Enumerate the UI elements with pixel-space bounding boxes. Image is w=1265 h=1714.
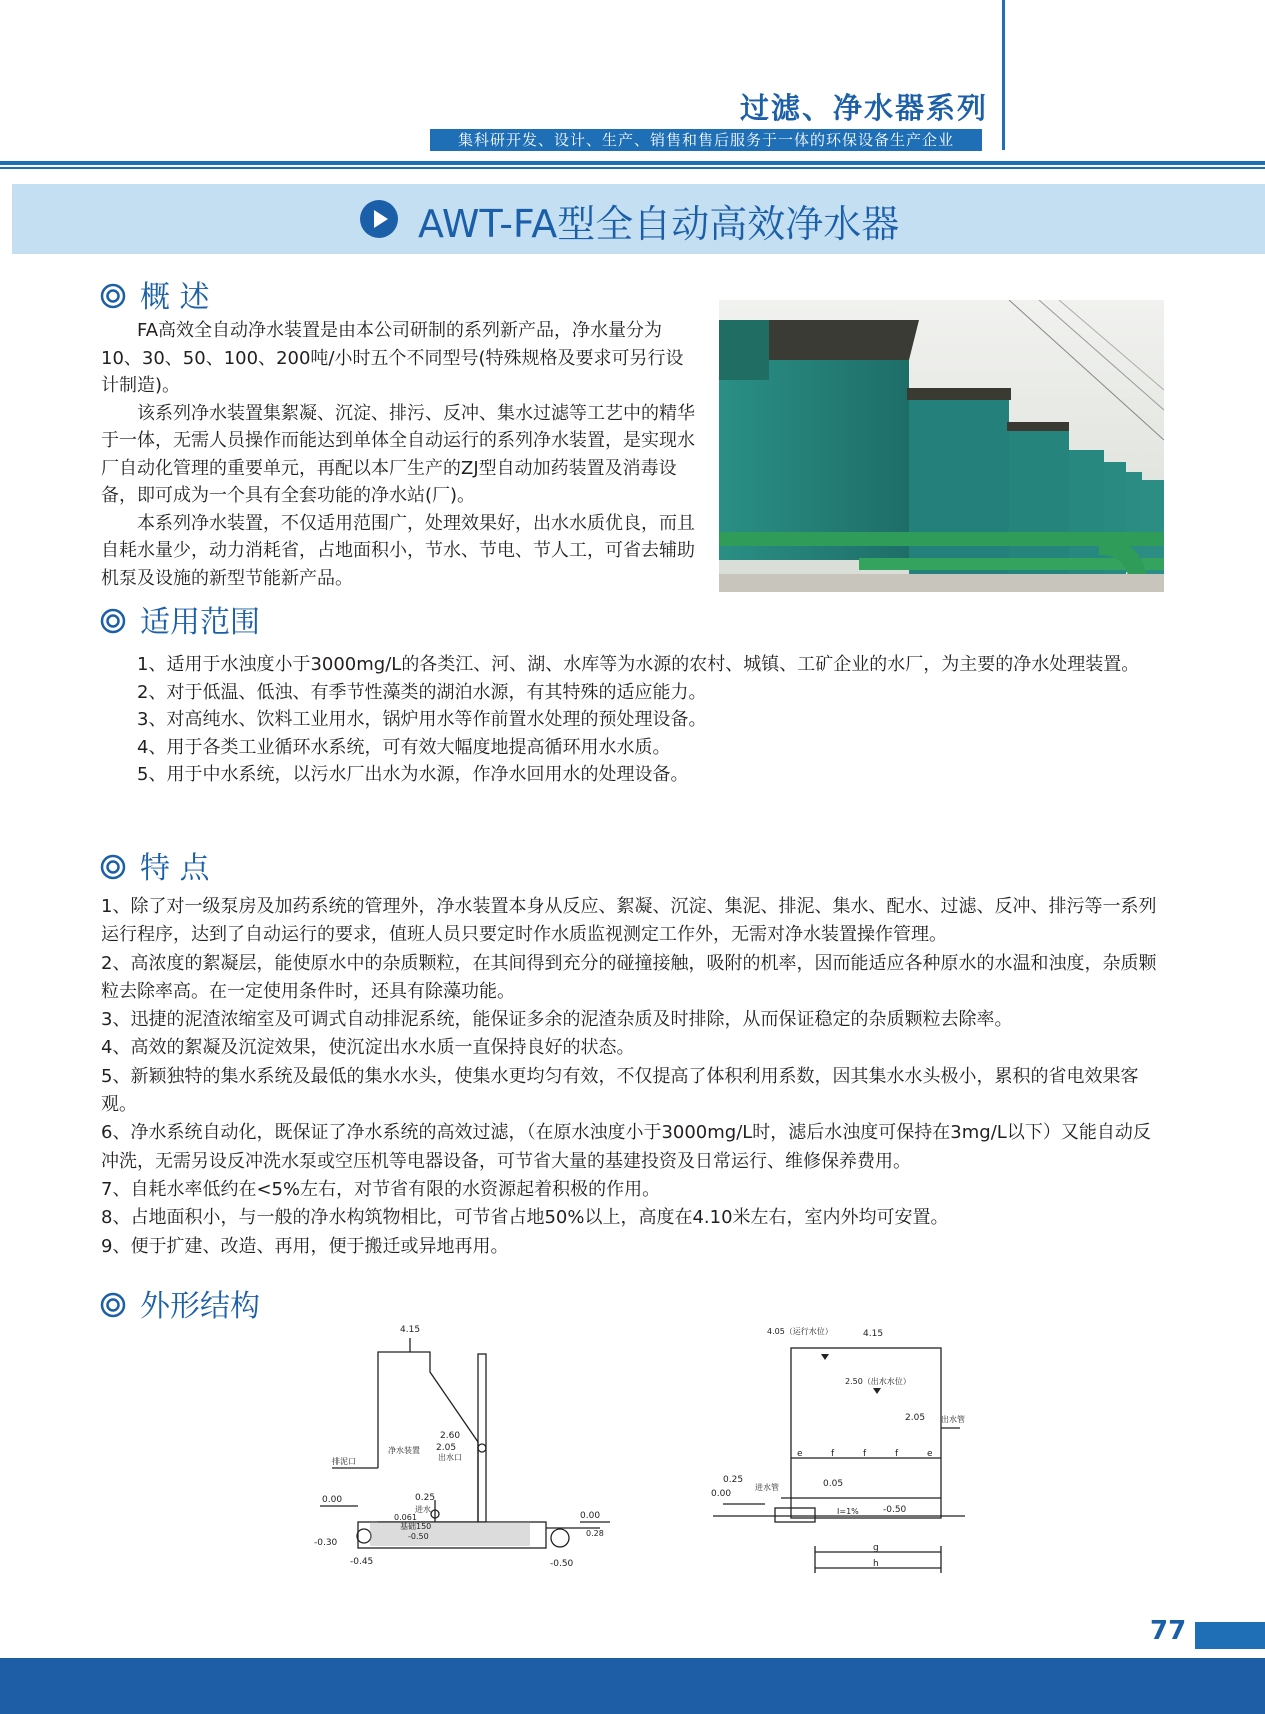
structure-drawing-section-view bbox=[705, 1318, 990, 1578]
diagram-label: 净水装置 bbox=[388, 1446, 420, 1455]
dim-label: 0.061 bbox=[394, 1513, 417, 1522]
dim-label: 0.00 bbox=[322, 1495, 343, 1505]
page-number-bar bbox=[1195, 1622, 1265, 1649]
section-heading-scope bbox=[100, 597, 260, 641]
feature-item: 5、新颖独特的集水系统及最低的集水水头，使集水更均匀有效，不仅提高了体积利用系数，因其集水水头极小，累积的省电效果客观。 bbox=[101, 1065, 1139, 1116]
scope-item: 4、用于各类工业循环水系统，可有效大幅度地提高循环用水水质。 bbox=[137, 736, 671, 758]
feature-item: 4、高效的絮凝及沉淀效果，使沉淀出水水质一直保持良好的状态。 bbox=[101, 1037, 635, 1059]
dim-label: 0.05 bbox=[823, 1479, 844, 1489]
scope-list bbox=[101, 651, 1166, 789]
section-title: 外形结构 bbox=[140, 1289, 260, 1324]
dim-label: 4.15 bbox=[863, 1329, 884, 1339]
section-title: 概 述 bbox=[140, 280, 210, 315]
play-circle-icon bbox=[360, 200, 398, 238]
scope-item: 2、对于低温、低浊、有季节性藻类的湖泊水源，有其特殊的适应能力。 bbox=[137, 681, 707, 703]
diagram-label: 进水管 bbox=[755, 1483, 779, 1492]
double-circle-icon bbox=[100, 1292, 126, 1318]
double-circle-icon bbox=[100, 854, 126, 880]
section-title: 适用范围 bbox=[140, 605, 260, 640]
dim-label: g bbox=[873, 1543, 879, 1553]
title-banner bbox=[12, 184, 1265, 254]
structure-drawing-side-view bbox=[310, 1318, 630, 1583]
header-divider bbox=[0, 161, 1265, 165]
dim-label: 2.60 bbox=[440, 1431, 461, 1441]
section-heading-overview bbox=[100, 272, 210, 316]
section-heading-features bbox=[100, 843, 210, 887]
overview-paragraph: 本系列净水装置，不仅适用范围广，处理效果好，出水水质优良，而且自耗水量少，动力消耗省，占地面积小，节水、节电、节人工，可省去辅助机泵及设施的新型节能新产品。 bbox=[101, 512, 695, 589]
diagram-label: f bbox=[863, 1449, 867, 1459]
feature-item: 2、高浓度的絮凝层，能使原水中的杂质颗粒，在其间得到充分的碰撞接触，吸附的机率，因而能适应各种原水的水温和浊度，杂质颗粒去除率高。在一定使用条件时，还具有除藻功能。 bbox=[101, 952, 1157, 1002]
double-circle-icon bbox=[100, 283, 126, 309]
dim-label: h bbox=[873, 1559, 879, 1569]
double-circle-icon bbox=[100, 608, 126, 634]
dim-label: 4.05（运行水位） bbox=[767, 1327, 833, 1336]
dim-label: 2.05 bbox=[905, 1413, 926, 1423]
features-list bbox=[101, 893, 1166, 1261]
dim-label: 0.25 bbox=[723, 1475, 744, 1485]
feature-item: 8、占地面积小，与一般的净水构筑物相比，可节省占地50%以上，高度在4.10米左右，室内外均可安置。 bbox=[101, 1207, 949, 1229]
scope-item: 5、用于中水系统，以污水厂出水为水源，作净水回用水的处理设备。 bbox=[137, 764, 689, 785]
diagram-label: 基础150 bbox=[400, 1522, 432, 1531]
product-title: AWT-FA型全自动高效净水器 bbox=[418, 202, 900, 246]
feature-item: 1、除了对一级泵房及加药系统的管理外，净水装置本身从反应、絮凝、沉淀、集泥、排泥、集水、配水、过滤、反冲、排污等一系列运行程序，达到了自动运行的要求，值班人员只要定时作水质监视测定工作外，无需对净水装置操作管理。 bbox=[101, 896, 1157, 946]
diagram-label: f bbox=[831, 1449, 835, 1459]
scope-item: 3、对高纯水、饮料工业用水，锅炉用水等作前置水处理的预处理设备。 bbox=[137, 709, 707, 730]
dim-label: -0.50 bbox=[408, 1532, 429, 1541]
feature-item: 6、净水系统自动化，既保证了净水系统的高效过滤，（在原水浊度小于3000mg/L时，滤后水浊度可保持在3mg/L以下）又能自动反冲洗，无需另设反冲洗水泵或空压机等电器设备，可节省大量的基建投资及日常运行、维修保养费用。 bbox=[101, 1122, 1151, 1172]
diagram-label: f bbox=[895, 1449, 899, 1459]
feature-item: 9、便于扩建、改造、再用，便于搬迁或异地再用。 bbox=[101, 1235, 509, 1257]
dim-label: -0.50 bbox=[550, 1559, 574, 1569]
feature-item: 7、自耗水率低约在<5%左右，对节省有限的水资源起着积极的作用。 bbox=[101, 1178, 661, 1200]
diagram-label: 出水管 bbox=[941, 1415, 965, 1424]
dim-label: -0.30 bbox=[314, 1538, 338, 1548]
overview-text bbox=[101, 317, 701, 592]
diagram-label: 进水 bbox=[415, 1505, 431, 1514]
diagram-label: e bbox=[797, 1449, 803, 1459]
dim-label: 0.00 bbox=[711, 1489, 732, 1499]
section-title: 特 点 bbox=[140, 851, 210, 886]
feature-item: 3、迅捷的泥渣浓缩室及可调式自动排泥系统，能保证多余的泥渣杂质及时排除，从而保证稳定的杂质颗粒去除率。 bbox=[101, 1009, 1013, 1031]
header-divider-thin bbox=[0, 167, 1265, 169]
dim-label: -0.50 bbox=[883, 1505, 907, 1515]
diagram-label: 排泥口 bbox=[332, 1457, 356, 1466]
series-subtitle: 集科研开发、设计、生产、销售和售后服务于一体的环保设备生产企业 bbox=[430, 129, 982, 151]
overview-paragraph: 该系列净水装置集絮凝、沉淀、排污、反冲、集水过滤等工艺中的精华于一体，无需人员操作而能达到单体全自动运行的系列净水装置，是实现水厂自动化管理的重要单元，再配以本厂生产的ZJ型自动加药装置及消毒设备，即可成为一个具有全套功能的净水站(厂)。 bbox=[101, 402, 695, 506]
dim-label: 4.15 bbox=[400, 1325, 421, 1335]
diagram-label: 出水口 bbox=[438, 1453, 462, 1462]
dim-label: -0.45 bbox=[350, 1557, 374, 1567]
dim-label: 0.00 bbox=[580, 1511, 601, 1521]
dim-label: I=1% bbox=[837, 1507, 859, 1516]
dim-label: 2.50（出水水位） bbox=[845, 1377, 911, 1386]
dim-label: 2.05 bbox=[436, 1443, 457, 1453]
overview-paragraph: FA高效全自动净水装置是由本公司研制的系列新产品，净水量分为10、30、50、100、200吨/小时五个不同型号(特殊规格及要求可另行设计制造)。 bbox=[101, 320, 684, 396]
product-photo bbox=[719, 300, 1164, 592]
diagram-label: e bbox=[927, 1449, 933, 1459]
page-number: 77 bbox=[1150, 1616, 1187, 1646]
header-vertical-rule bbox=[1002, 0, 1005, 150]
footer-band bbox=[0, 1658, 1265, 1714]
scope-item: 1、适用于水浊度小于3000mg/L的各类江、河、湖、水库等为水源的农村、城镇、工矿企业的水厂，为主要的净水处理装置。 bbox=[137, 654, 1140, 675]
dim-label: 0.25 bbox=[415, 1493, 436, 1503]
dim-label: 0.28 bbox=[586, 1529, 604, 1538]
section-heading-structure bbox=[100, 1281, 260, 1325]
series-title: 过滤、净水器系列 bbox=[739, 91, 988, 125]
